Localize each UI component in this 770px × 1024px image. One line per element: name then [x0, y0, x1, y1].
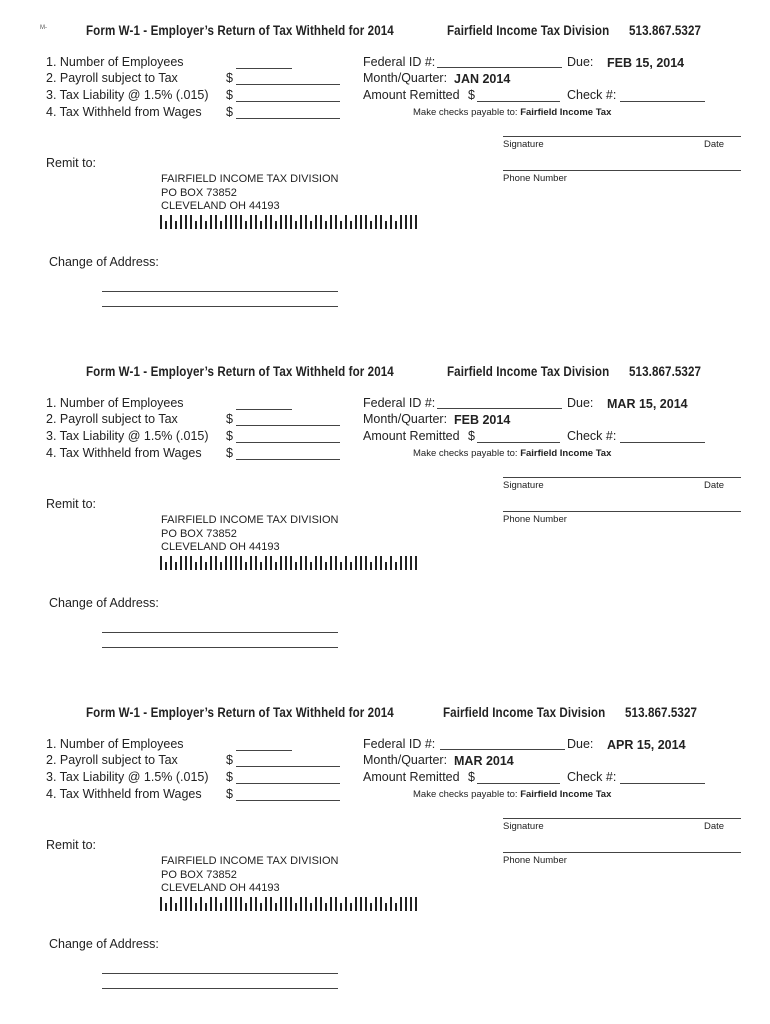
change-of-address-label: Change of Address: — [49, 937, 159, 951]
barcode-bar — [195, 221, 197, 229]
barcode-bar — [165, 903, 167, 911]
barcode-bar — [185, 215, 187, 229]
barcode-bar — [240, 897, 242, 911]
barcode-bar — [275, 221, 277, 229]
phone-line[interactable] — [503, 852, 741, 853]
barcode-bar — [170, 556, 172, 570]
employees-field[interactable] — [236, 750, 292, 751]
payroll-field[interactable] — [236, 766, 340, 767]
barcode-bar — [360, 897, 362, 911]
barcode-bar — [280, 897, 282, 911]
employees-field[interactable] — [236, 68, 292, 69]
barcode-bar — [215, 215, 217, 229]
barcode-bar — [190, 897, 192, 911]
barcode-bar — [395, 221, 397, 229]
barcode-bar — [160, 556, 162, 570]
barcode-bar — [215, 897, 217, 911]
barcode-bar — [400, 215, 402, 229]
barcode-bar — [245, 562, 247, 570]
month-quarter-label: Month/Quarter: — [363, 753, 448, 767]
barcode-bar — [185, 556, 187, 570]
barcode-bar — [335, 897, 337, 911]
barcode-bar — [215, 556, 217, 570]
barcode-bar — [270, 556, 272, 570]
item-number-of-employees: 1. Number of Employees — [46, 55, 184, 69]
division-phone: 513.867.5327 — [629, 23, 702, 38]
item-tax-liability: 3. Tax Liability @ 1.5% (.015) — [46, 770, 209, 784]
item-tax-withheld: 4. Tax Withheld from Wages — [46, 787, 202, 801]
barcode-bar — [250, 556, 252, 570]
barcode-bar — [245, 903, 247, 911]
address-line: PO BOX 73852 — [161, 186, 237, 199]
barcode-bar — [160, 215, 162, 229]
month-quarter-label: Month/Quarter: — [363, 71, 448, 85]
tax-withheld-field[interactable] — [236, 459, 340, 460]
barcode-bar — [405, 215, 407, 229]
signature-line[interactable] — [503, 136, 741, 137]
dollar-sign: $ — [226, 787, 233, 801]
barcode-bar — [315, 897, 317, 911]
barcode-bar — [290, 215, 292, 229]
barcode-bar — [270, 897, 272, 911]
barcode-bar — [415, 556, 417, 570]
barcode-bar — [365, 215, 367, 229]
new-address-line-1[interactable] — [102, 291, 338, 292]
barcode-bar — [210, 215, 212, 229]
check-number-label: Check #: — [567, 770, 617, 784]
division-phone: 513.867.5327 — [625, 705, 698, 720]
federal-id-field[interactable] — [437, 408, 562, 409]
division-name: Fairfield Income Tax Division — [443, 705, 606, 720]
barcode-bar — [305, 215, 307, 229]
barcode-bar — [280, 556, 282, 570]
barcode-bar — [275, 903, 277, 911]
barcode-bar — [345, 897, 347, 911]
employees-field[interactable] — [236, 409, 292, 410]
dollar-sign: $ — [226, 446, 233, 460]
dollar-sign: $ — [468, 88, 475, 102]
tax-liability-field[interactable] — [236, 783, 340, 784]
new-address-line-1[interactable] — [102, 632, 338, 633]
barcode-bar — [355, 556, 357, 570]
barcode-bar — [400, 556, 402, 570]
barcode-bar — [345, 556, 347, 570]
barcode-bar — [175, 221, 177, 229]
barcode-bar — [410, 215, 412, 229]
w1-form-feb — [0, 341, 770, 682]
due-date: APR 15, 2014 — [607, 738, 686, 752]
barcode-bar — [350, 903, 352, 911]
barcode-bar — [360, 556, 362, 570]
barcode-bar — [385, 221, 387, 229]
barcode-bar — [165, 221, 167, 229]
barcode-bar — [315, 215, 317, 229]
payable-note: Make checks payable to: Fairfield Income Tax — [413, 448, 612, 459]
barcode-bar — [385, 903, 387, 911]
barcode-bar — [410, 556, 412, 570]
barcode-bar — [220, 903, 222, 911]
address-line: PO BOX 73852 — [161, 868, 237, 881]
barcode-bar — [295, 903, 297, 911]
barcode-bar — [320, 897, 322, 911]
tax-withheld-field[interactable] — [236, 118, 340, 119]
w1-form-mar — [0, 682, 770, 1023]
payroll-field[interactable] — [236, 84, 340, 85]
barcode-bar — [260, 903, 262, 911]
barcode-bar — [360, 215, 362, 229]
barcode-bar — [405, 556, 407, 570]
check-number-field[interactable] — [620, 442, 705, 443]
payable-note: Make checks payable to: Fairfield Income Tax — [413, 789, 612, 800]
form-title: Form W-1 - Employer’s Return of Tax Withheld for 2014 — [86, 23, 394, 38]
federal-id-label: Federal ID #: — [363, 737, 436, 751]
month-quarter-value: MAR 2014 — [454, 754, 514, 768]
phone-number-label: Phone Number — [503, 514, 567, 525]
item-tax-withheld: 4. Tax Withheld from Wages — [46, 105, 202, 119]
signature-label: Signature — [503, 480, 544, 491]
federal-id-field[interactable] — [437, 67, 562, 68]
barcode-bar — [165, 562, 167, 570]
barcode-bar — [385, 562, 387, 570]
barcode-bar — [340, 221, 342, 229]
barcode-bar — [265, 556, 267, 570]
barcode-bar — [390, 556, 392, 570]
phone-line[interactable] — [503, 511, 741, 512]
dollar-sign: $ — [226, 412, 233, 426]
barcode-bar — [415, 897, 417, 911]
new-address-line-2[interactable] — [102, 988, 338, 989]
barcode-bar — [415, 215, 417, 229]
form-title: Form W-1 - Employer’s Return of Tax Withheld for 2014 — [86, 364, 394, 379]
address-line: FAIRFIELD INCOME TAX DIVISION — [161, 514, 339, 526]
barcode-bar — [240, 215, 242, 229]
barcode-bar — [320, 556, 322, 570]
signature-label: Signature — [503, 139, 544, 150]
amount-remitted-field[interactable] — [477, 442, 560, 443]
barcode-bar — [190, 215, 192, 229]
new-address-line-2[interactable] — [102, 647, 338, 648]
item-payroll-subject: 2. Payroll subject to Tax — [46, 412, 178, 426]
barcode-bar — [205, 903, 207, 911]
barcode-bar — [210, 897, 212, 911]
item-tax-liability: 3. Tax Liability @ 1.5% (.015) — [46, 88, 209, 102]
barcode-bar — [265, 897, 267, 911]
barcode-bar — [240, 556, 242, 570]
barcode-bar — [180, 556, 182, 570]
item-number-of-employees: 1. Number of Employees — [46, 737, 184, 751]
amount-remitted-field[interactable] — [477, 101, 560, 102]
barcode-bar — [375, 897, 377, 911]
barcode-bar — [370, 562, 372, 570]
amount-remitted-field[interactable] — [477, 783, 560, 784]
date-label: Date — [704, 480, 725, 491]
due-label: Due: — [567, 737, 594, 751]
address-line: FAIRFIELD INCOME TAX DIVISION — [161, 173, 339, 185]
barcode-bar — [200, 556, 202, 570]
address-line: PO BOX 73852 — [161, 527, 237, 540]
barcode-bar — [175, 903, 177, 911]
barcode-bar — [190, 556, 192, 570]
barcode-bar — [330, 897, 332, 911]
address-line: FAIRFIELD INCOME TAX DIVISION — [161, 855, 339, 867]
amount-remitted-label: Amount Remitted — [363, 770, 460, 784]
barcode-bar — [270, 215, 272, 229]
dollar-sign: $ — [468, 770, 475, 784]
month-quarter-value: FEB 2014 — [454, 413, 511, 427]
barcode-bar — [335, 215, 337, 229]
barcode-bar — [330, 215, 332, 229]
barcode-bar — [250, 215, 252, 229]
item-tax-liability: 3. Tax Liability @ 1.5% (.015) — [46, 429, 209, 443]
dollar-sign: $ — [226, 429, 233, 443]
barcode-bar — [220, 562, 222, 570]
check-number-field[interactable] — [620, 783, 705, 784]
barcode-bar — [345, 215, 347, 229]
barcode-bar — [185, 897, 187, 911]
barcode-bar — [325, 221, 327, 229]
barcode-bar — [265, 215, 267, 229]
barcode-bar — [355, 897, 357, 911]
postal-barcode — [160, 897, 420, 911]
barcode-bar — [310, 903, 312, 911]
due-label: Due: — [567, 55, 594, 69]
barcode-bar — [395, 903, 397, 911]
address-line: CLEVELAND OH 44193 — [161, 200, 280, 212]
due-date: MAR 15, 2014 — [607, 397, 688, 411]
barcode-bar — [395, 562, 397, 570]
federal-id-label: Federal ID #: — [363, 55, 436, 69]
barcode-bar — [300, 215, 302, 229]
change-of-address-label: Change of Address: — [49, 255, 159, 269]
division-name: Fairfield Income Tax Division — [447, 23, 610, 38]
signature-line[interactable] — [503, 818, 741, 819]
address-line: CLEVELAND OH 44193 — [161, 541, 280, 553]
barcode-bar — [170, 897, 172, 911]
remit-address — [161, 514, 338, 555]
barcode-bar — [335, 556, 337, 570]
date-label: Date — [704, 139, 725, 150]
barcode-bar — [220, 221, 222, 229]
barcode-bar — [390, 215, 392, 229]
barcode-bar — [340, 903, 342, 911]
change-of-address-label: Change of Address: — [49, 596, 159, 610]
federal-id-field[interactable] — [440, 749, 565, 750]
barcode-bar — [235, 897, 237, 911]
barcode-bar — [400, 897, 402, 911]
due-date: FEB 15, 2014 — [607, 56, 685, 70]
barcode-bar — [210, 556, 212, 570]
item-number-of-employees: 1. Number of Employees — [46, 396, 184, 410]
address-line: CLEVELAND OH 44193 — [161, 882, 280, 894]
barcode-bar — [225, 556, 227, 570]
barcode-bar — [205, 221, 207, 229]
new-address-line-2[interactable] — [102, 306, 338, 307]
remit-to-label: Remit to: — [46, 156, 97, 170]
postal-barcode — [160, 215, 420, 229]
new-address-line-1[interactable] — [102, 973, 338, 974]
barcode-bar — [375, 556, 377, 570]
barcode-bar — [180, 897, 182, 911]
item-payroll-subject: 2. Payroll subject to Tax — [46, 71, 178, 85]
barcode-bar — [290, 556, 292, 570]
month-quarter-label: Month/Quarter: — [363, 412, 448, 426]
barcode-bar — [350, 562, 352, 570]
w1-form-jan — [0, 0, 770, 341]
barcode-bar — [410, 897, 412, 911]
dollar-sign: $ — [226, 105, 233, 119]
amount-remitted-label: Amount Remitted — [363, 88, 460, 102]
barcode-bar — [235, 215, 237, 229]
barcode-bar — [250, 897, 252, 911]
barcode-bar — [230, 897, 232, 911]
barcode-bar — [160, 897, 162, 911]
barcode-bar — [195, 903, 197, 911]
signature-line[interactable] — [503, 477, 741, 478]
tax-liability-field[interactable] — [236, 101, 340, 102]
barcode-bar — [285, 215, 287, 229]
barcode-bar — [375, 215, 377, 229]
barcode-bar — [295, 221, 297, 229]
item-tax-withheld: 4. Tax Withheld from Wages — [46, 446, 202, 460]
corner-mark: M- — [40, 25, 47, 31]
phone-number-label: Phone Number — [503, 173, 567, 184]
barcode-bar — [170, 215, 172, 229]
payroll-field[interactable] — [236, 425, 340, 426]
check-number-label: Check #: — [567, 429, 617, 443]
barcode-bar — [380, 215, 382, 229]
barcode-bar — [205, 562, 207, 570]
barcode-bar — [305, 556, 307, 570]
barcode-bar — [285, 897, 287, 911]
tax-liability-field[interactable] — [236, 442, 340, 443]
barcode-bar — [365, 556, 367, 570]
dollar-sign: $ — [226, 770, 233, 784]
barcode-bar — [330, 556, 332, 570]
phone-number-label: Phone Number — [503, 855, 567, 866]
remit-to-label: Remit to: — [46, 838, 97, 852]
dollar-sign: $ — [226, 88, 233, 102]
barcode-bar — [325, 903, 327, 911]
dollar-sign: $ — [468, 429, 475, 443]
barcode-bar — [295, 562, 297, 570]
barcode-bar — [320, 215, 322, 229]
barcode-bar — [180, 215, 182, 229]
amount-remitted-label: Amount Remitted — [363, 429, 460, 443]
remit-address — [161, 855, 338, 896]
barcode-bar — [310, 221, 312, 229]
barcode-bar — [255, 897, 257, 911]
barcode-bar — [355, 215, 357, 229]
barcode-bar — [340, 562, 342, 570]
barcode-bar — [225, 897, 227, 911]
barcode-bar — [230, 556, 232, 570]
due-label: Due: — [567, 396, 594, 410]
barcode-bar — [350, 221, 352, 229]
remit-to-label: Remit to: — [46, 497, 97, 511]
division-phone: 513.867.5327 — [629, 364, 702, 379]
barcode-bar — [275, 562, 277, 570]
barcode-bar — [370, 903, 372, 911]
barcode-bar — [370, 221, 372, 229]
dollar-sign: $ — [226, 71, 233, 85]
barcode-bar — [310, 562, 312, 570]
check-number-field[interactable] — [620, 101, 705, 102]
barcode-bar — [290, 897, 292, 911]
barcode-bar — [255, 215, 257, 229]
date-label: Date — [704, 821, 725, 832]
barcode-bar — [405, 897, 407, 911]
barcode-bar — [315, 556, 317, 570]
barcode-bar — [380, 897, 382, 911]
barcode-bar — [390, 897, 392, 911]
tax-withheld-field[interactable] — [236, 800, 340, 801]
form-title: Form W-1 - Employer’s Return of Tax Withheld for 2014 — [86, 705, 394, 720]
barcode-bar — [255, 556, 257, 570]
check-number-label: Check #: — [567, 88, 617, 102]
barcode-bar — [365, 897, 367, 911]
barcode-bar — [305, 897, 307, 911]
barcode-bar — [175, 562, 177, 570]
barcode-bar — [200, 897, 202, 911]
item-payroll-subject: 2. Payroll subject to Tax — [46, 753, 178, 767]
barcode-bar — [230, 215, 232, 229]
remit-address — [161, 173, 338, 214]
postal-barcode — [160, 556, 420, 570]
month-quarter-value: JAN 2014 — [454, 72, 511, 86]
barcode-bar — [285, 556, 287, 570]
barcode-bar — [260, 562, 262, 570]
dollar-sign: $ — [226, 753, 233, 767]
payable-note: Make checks payable to: Fairfield Income Tax — [413, 107, 612, 118]
phone-line[interactable] — [503, 170, 741, 171]
barcode-bar — [300, 556, 302, 570]
barcode-bar — [280, 215, 282, 229]
barcode-bar — [195, 562, 197, 570]
barcode-bar — [200, 215, 202, 229]
barcode-bar — [325, 562, 327, 570]
barcode-bar — [245, 221, 247, 229]
barcode-bar — [300, 897, 302, 911]
barcode-bar — [225, 215, 227, 229]
barcode-bar — [260, 221, 262, 229]
barcode-bar — [380, 556, 382, 570]
signature-label: Signature — [503, 821, 544, 832]
division-name: Fairfield Income Tax Division — [447, 364, 610, 379]
federal-id-label: Federal ID #: — [363, 396, 436, 410]
barcode-bar — [235, 556, 237, 570]
